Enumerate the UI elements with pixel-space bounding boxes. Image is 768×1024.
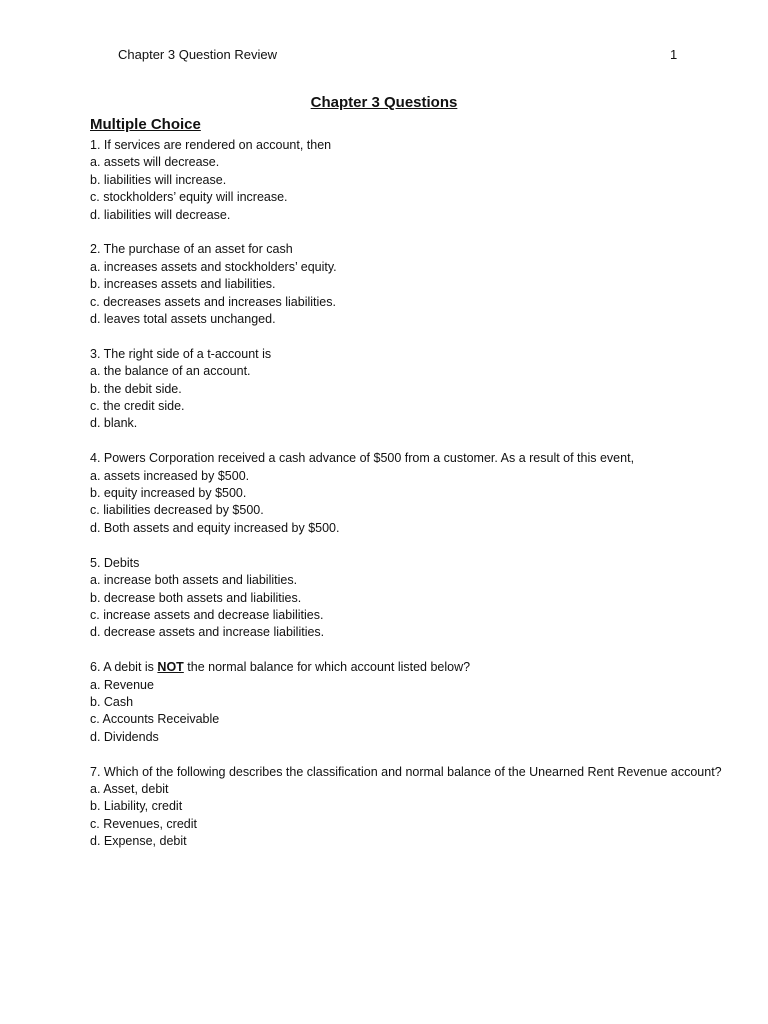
question-3	[90, 346, 730, 433]
option-b: b. increases assets and liabilities.	[90, 277, 276, 292]
question-stem: 1. If services are rendered on account, then	[90, 138, 332, 152]
option-c: c. Accounts Receivable	[90, 712, 220, 727]
running-header: Chapter 3 Question Review	[118, 47, 277, 62]
option-a: a. Asset, debit	[90, 781, 169, 796]
option-d: d. blank.	[90, 416, 138, 431]
option-c: c. the credit side.	[90, 399, 185, 414]
option-d: d. liabilities will decrease.	[90, 207, 231, 222]
document-title	[0, 94, 768, 111]
question-6	[90, 659, 730, 746]
option-a: a. assets increased by $500.	[90, 468, 250, 483]
question-stem: 7. Which of the following describes the classification and normal balance of the Unearned Rent Revenue account?	[90, 764, 722, 779]
question-list	[90, 137, 730, 868]
stem-text: 6. A debit is	[90, 660, 158, 675]
question-stem	[90, 659, 730, 676]
option-b: b. Cash	[90, 694, 134, 709]
question-stem: 2. The purchase of an asset for cash	[90, 242, 293, 257]
option-c: c. decreases assets and increases liabilities.	[90, 294, 336, 309]
question-stem: 5. Debits	[90, 555, 140, 570]
question-2	[90, 241, 730, 328]
option-b: b. Liability, credit	[90, 799, 183, 814]
option-b: b. liabilities will increase.	[90, 172, 227, 187]
option-d: d. leaves total assets unchanged.	[90, 312, 276, 327]
option-a: a. Revenue	[90, 677, 154, 692]
option-d: d. Expense, debit	[90, 834, 187, 849]
option-a: a. increase both assets and liabilities.	[90, 573, 298, 588]
question-1	[90, 137, 730, 224]
option-c: c. liabilities decreased by $500.	[90, 503, 264, 518]
stem-emphasis: NOT	[157, 660, 184, 675]
option-c: c. stockholders’ equity will increase.	[90, 190, 288, 205]
option-a: a. increases assets and stockholders’ equity.	[90, 259, 337, 274]
option-d: d. decrease assets and increase liabilities.	[90, 625, 325, 640]
question-7	[90, 764, 730, 851]
question-4	[90, 450, 730, 537]
option-c: c. increase assets and decrease liabilities.	[90, 607, 324, 622]
question-5	[90, 555, 730, 642]
document-title-text: Chapter 3 Questions	[310, 94, 458, 111]
option-d: d. Both assets and equity increased by $500.	[90, 520, 340, 535]
stem-text: the normal balance for which account listed below?	[183, 660, 471, 675]
section-heading: Multiple Choice	[90, 116, 201, 133]
page-number: 1	[670, 47, 678, 62]
option-b: b. the debit side.	[90, 381, 182, 396]
question-stem: 4. Powers Corporation received a cash advance of $500 from a customer. As a result of this event,	[90, 451, 635, 466]
option-d: d. Dividends	[90, 729, 159, 744]
option-b: b. decrease both assets and liabilities.	[90, 590, 302, 605]
question-stem: 3. The right side of a t-account is	[90, 346, 272, 361]
option-a: a. the balance of an account.	[90, 364, 251, 379]
option-a: a. assets will decrease.	[90, 155, 220, 170]
option-b: b. equity increased by $500.	[90, 486, 247, 501]
option-c: c. Revenues, credit	[90, 816, 197, 831]
